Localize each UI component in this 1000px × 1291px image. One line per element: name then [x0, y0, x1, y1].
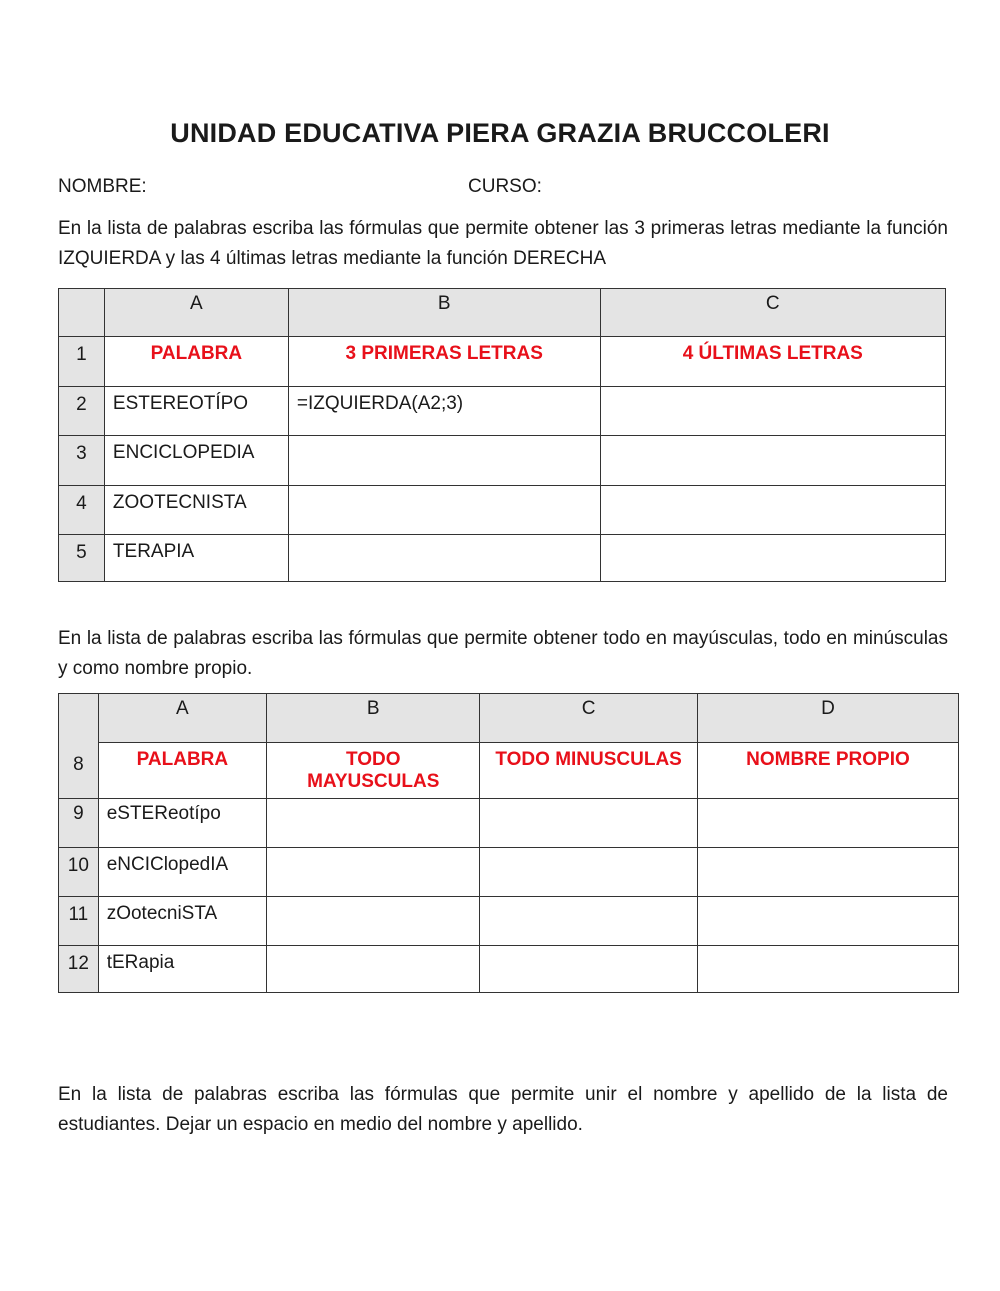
spreadsheet-table-1 [58, 288, 946, 582]
answer-cell[interactable] [697, 799, 958, 848]
column-header: D [697, 694, 958, 743]
answer-cell[interactable] [600, 387, 945, 436]
word-cell: ZOOTECNISTA [104, 486, 288, 535]
row-number: 10 [59, 848, 99, 897]
word-cell: tERapia [98, 946, 266, 993]
row-number: 4 [59, 486, 105, 535]
spreadsheet-table-2 [58, 693, 959, 993]
word-cell: ENCICLOPEDIA [104, 436, 288, 486]
page-title: UNIDAD EDUCATIVA PIERA GRAZIA BRUCCOLERI [170, 118, 830, 148]
formula-cell[interactable]: =IZQUIERDA(A2;3) [288, 387, 600, 436]
header-todo-minusculas: TODO MINUSCULAS [480, 743, 698, 799]
answer-cell[interactable] [600, 486, 945, 535]
word-cell: ESTEREOTÍPO [104, 387, 288, 436]
header-todo-mayusculas: TODO MAYUSCULAS [267, 743, 480, 799]
word-cell: TERAPIA [104, 535, 288, 582]
column-header: B [288, 289, 600, 337]
answer-cell[interactable] [697, 848, 958, 897]
word-cell: eSTEReotípo [98, 799, 266, 848]
column-header: C [600, 289, 945, 337]
column-header: A [98, 694, 266, 743]
row-number: 9 [59, 799, 99, 848]
formula-cell[interactable] [288, 535, 600, 582]
column-header: C [480, 694, 698, 743]
answer-cell[interactable] [600, 535, 945, 582]
column-header: B [267, 694, 480, 743]
answer-cell[interactable] [600, 436, 945, 486]
header-palabra: PALABRA [104, 337, 288, 387]
row-number: 11 [59, 897, 99, 946]
row-number: 12 [59, 946, 99, 993]
corner-cell [59, 289, 105, 337]
instruction-3: En la lista de palabras escriba las fórmulas que permite unir el nombre y apellido de la lista de estudiantes. Dejar un espacio en medio del nombre y apellido. [58, 1084, 948, 1135]
row-number: 2 [59, 387, 105, 436]
row-number: 1 [59, 337, 105, 387]
answer-cell[interactable] [267, 897, 480, 946]
header-ultimas-letras: 4 ÚLTIMAS LETRAS [600, 337, 945, 387]
row-number: 3 [59, 436, 105, 486]
word-cell: zOotecniSTA [98, 897, 266, 946]
header-primeras-letras: 3 PRIMERAS LETRAS [288, 337, 600, 387]
instruction-1: En la lista de palabras escriba las fórmulas que permite obtener las 3 primeras letras mediante la función IZQUIERDA y las 4 últimas letras mediante la función DERECHA [58, 218, 948, 269]
answer-cell[interactable] [480, 799, 698, 848]
answer-cell[interactable] [697, 897, 958, 946]
answer-cell[interactable] [267, 848, 480, 897]
header-palabra: PALABRA [98, 743, 266, 799]
formula-cell[interactable] [288, 486, 600, 535]
row-number: 8 [59, 694, 99, 799]
row-number: 5 [59, 535, 105, 582]
nombre-label: NOMBRE: [58, 176, 147, 197]
answer-cell[interactable] [267, 799, 480, 848]
word-cell: eNCIClopedIA [98, 848, 266, 897]
answer-cell[interactable] [267, 946, 480, 993]
answer-cell[interactable] [480, 897, 698, 946]
curso-label: CURSO: [468, 176, 542, 197]
answer-cell[interactable] [480, 946, 698, 993]
formula-cell[interactable] [288, 436, 600, 486]
column-header: A [104, 289, 288, 337]
answer-cell[interactable] [480, 848, 698, 897]
header-nombre-propio: NOMBRE PROPIO [697, 743, 958, 799]
answer-cell[interactable] [697, 946, 958, 993]
instruction-2: En la lista de palabras escriba las fórmulas que permite obtener todo en mayúsculas, todo en minúsculas y como nombre propio. [58, 628, 948, 679]
